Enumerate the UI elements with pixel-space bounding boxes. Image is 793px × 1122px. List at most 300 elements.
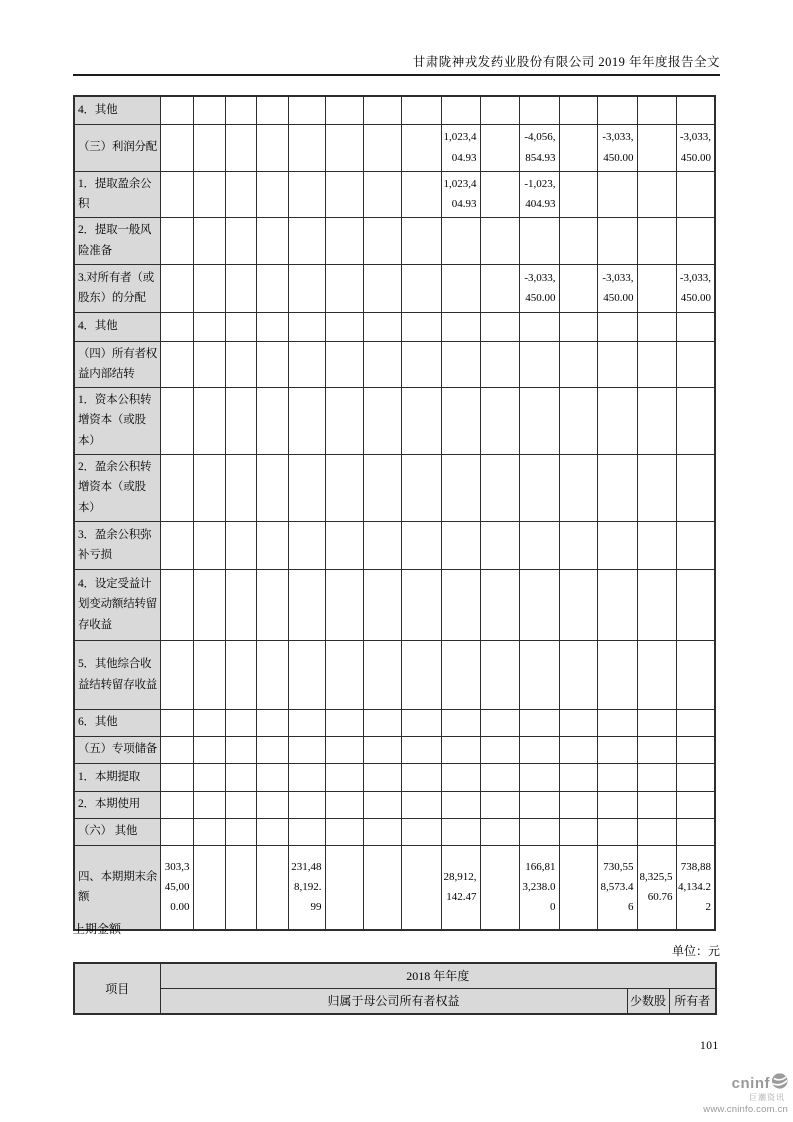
empty-cell (597, 791, 637, 818)
empty-cell (676, 454, 715, 521)
empty-cell (325, 96, 363, 124)
empty-cell (480, 791, 519, 818)
header-rule (73, 74, 720, 76)
empty-cell (193, 264, 225, 312)
empty-cell (676, 521, 715, 569)
empty-cell (193, 217, 225, 264)
empty-cell (597, 341, 637, 387)
table-row (74, 569, 715, 640)
empty-cell (637, 709, 676, 736)
empty-cell (597, 521, 637, 569)
empty-cell (480, 264, 519, 312)
empty-cell (288, 454, 325, 521)
empty-cell (363, 791, 401, 818)
empty-cell (160, 818, 193, 845)
amount-cell: -3,033,450.00 (676, 124, 715, 171)
prior-period-section-label: 上期金额 (73, 922, 122, 936)
table-row (74, 264, 715, 312)
empty-cell (325, 124, 363, 171)
empty-cell (401, 569, 441, 640)
empty-cell (160, 124, 193, 171)
empty-cell (325, 709, 363, 736)
empty-cell (559, 264, 597, 312)
empty-cell (637, 387, 676, 454)
row-label-cell: 1．本期提取 (74, 763, 160, 791)
empty-cell (559, 736, 597, 763)
empty-cell (325, 387, 363, 454)
empty-cell (519, 341, 559, 387)
row-label-cell: 6．其他 (74, 709, 160, 736)
empty-cell (519, 312, 559, 341)
empty-cell (676, 341, 715, 387)
row-label-cell: 1．资本公积转增资本（或股本） (74, 387, 160, 454)
prior-table-header-row-1 (74, 963, 716, 988)
empty-cell (441, 763, 480, 791)
table-row (74, 709, 715, 736)
empty-cell (256, 124, 288, 171)
empty-cell (225, 264, 256, 312)
empty-cell (325, 640, 363, 709)
row-label-cell: 4．其他 (74, 96, 160, 124)
table-row (74, 736, 715, 763)
cninfo-logo-brand-row (732, 1073, 788, 1093)
empty-cell (288, 521, 325, 569)
empty-cell (325, 818, 363, 845)
empty-cell (193, 763, 225, 791)
table-row (74, 521, 715, 569)
empty-cell (288, 171, 325, 217)
minority-interest-header-cell: 少数股 (627, 988, 669, 1014)
empty-cell (288, 264, 325, 312)
empty-cell (401, 264, 441, 312)
empty-cell (363, 124, 401, 171)
empty-cell (441, 521, 480, 569)
empty-cell (288, 763, 325, 791)
table-row (74, 818, 715, 845)
empty-cell (637, 569, 676, 640)
empty-cell (225, 124, 256, 171)
empty-cell (256, 264, 288, 312)
empty-cell (256, 845, 288, 930)
empty-cell (441, 818, 480, 845)
empty-cell (325, 845, 363, 930)
empty-cell (256, 312, 288, 341)
cninfo-logo-caption: 巨潮资讯 (749, 1093, 785, 1102)
empty-cell (597, 312, 637, 341)
table-row (74, 387, 715, 454)
empty-cell (480, 454, 519, 521)
empty-cell (559, 640, 597, 709)
empty-cell (441, 640, 480, 709)
empty-cell (160, 736, 193, 763)
empty-cell (401, 709, 441, 736)
empty-cell (160, 569, 193, 640)
empty-cell (519, 569, 559, 640)
empty-cell (160, 96, 193, 124)
table-row (74, 96, 715, 124)
empty-cell (193, 341, 225, 387)
empty-cell (160, 217, 193, 264)
amount-cell: -3,033,450.00 (519, 264, 559, 312)
page-header-title: 甘肃陇神戎发药业股份有限公司 2019 年年度报告全文 (412, 55, 720, 69)
empty-cell (676, 791, 715, 818)
unit-label: 单位：元 (671, 944, 720, 958)
amount-cell: 1,023,404.93 (441, 124, 480, 171)
amount-cell: -1,023,404.93 (519, 171, 559, 217)
empty-cell (225, 171, 256, 217)
row-label-cell: （六） 其他 (74, 818, 160, 845)
empty-cell (256, 569, 288, 640)
empty-cell (441, 217, 480, 264)
empty-cell (559, 791, 597, 818)
empty-cell (441, 569, 480, 640)
empty-cell (193, 640, 225, 709)
row-label-cell: 3．盈余公积弥补亏损 (74, 521, 160, 569)
empty-cell (401, 791, 441, 818)
table-row (74, 124, 715, 171)
empty-cell (325, 454, 363, 521)
amount-cell: -3,033,450.00 (597, 264, 637, 312)
empty-cell (519, 791, 559, 818)
empty-cell (637, 96, 676, 124)
empty-cell (160, 264, 193, 312)
empty-cell (193, 521, 225, 569)
empty-cell (288, 640, 325, 709)
empty-cell (256, 96, 288, 124)
empty-cell (363, 640, 401, 709)
amount-cell: -3,033,450.00 (676, 264, 715, 312)
empty-cell (637, 640, 676, 709)
table-row (74, 791, 715, 818)
table-row (74, 171, 715, 217)
empty-cell (288, 312, 325, 341)
empty-cell (363, 763, 401, 791)
table-row (74, 341, 715, 387)
empty-cell (637, 521, 676, 569)
empty-cell (480, 818, 519, 845)
empty-cell (637, 736, 676, 763)
empty-cell (193, 791, 225, 818)
cninfo-logo (702, 1073, 788, 1115)
empty-cell (225, 217, 256, 264)
cninfo-swoosh-icon (771, 1073, 788, 1093)
empty-cell (225, 521, 256, 569)
empty-cell (225, 569, 256, 640)
empty-cell (288, 387, 325, 454)
owners-equity-header-cell: 所有者 (669, 988, 716, 1014)
empty-cell (193, 845, 225, 930)
empty-cell (401, 171, 441, 217)
empty-cell (160, 763, 193, 791)
empty-cell (256, 818, 288, 845)
empty-cell (325, 341, 363, 387)
empty-cell (519, 763, 559, 791)
row-label-cell: 2．提取一般风险准备 (74, 217, 160, 264)
empty-cell (637, 264, 676, 312)
empty-cell (441, 791, 480, 818)
empty-cell (480, 709, 519, 736)
empty-cell (363, 96, 401, 124)
empty-cell (256, 217, 288, 264)
empty-cell (363, 818, 401, 845)
empty-cell (597, 736, 637, 763)
empty-cell (597, 709, 637, 736)
empty-cell (519, 521, 559, 569)
empty-cell (637, 763, 676, 791)
empty-cell (441, 96, 480, 124)
empty-cell (225, 763, 256, 791)
empty-cell (256, 521, 288, 569)
empty-cell (676, 171, 715, 217)
empty-cell (597, 454, 637, 521)
empty-cell (363, 312, 401, 341)
empty-cell (559, 341, 597, 387)
empty-cell (160, 341, 193, 387)
empty-cell (363, 341, 401, 387)
empty-cell (559, 521, 597, 569)
empty-cell (401, 845, 441, 930)
empty-cell (559, 96, 597, 124)
empty-cell (637, 818, 676, 845)
empty-cell (480, 521, 519, 569)
empty-cell (256, 341, 288, 387)
empty-cell (480, 763, 519, 791)
empty-cell (401, 818, 441, 845)
empty-cell (401, 124, 441, 171)
empty-cell (363, 171, 401, 217)
row-label-cell: 4．其他 (74, 312, 160, 341)
empty-cell (519, 96, 559, 124)
empty-cell (441, 341, 480, 387)
empty-cell (401, 217, 441, 264)
empty-cell (597, 763, 637, 791)
empty-cell (225, 312, 256, 341)
table-row (74, 640, 715, 709)
empty-cell (288, 124, 325, 171)
row-label-cell: 四、本期期末余额 (74, 845, 160, 930)
empty-cell (401, 763, 441, 791)
empty-cell (193, 454, 225, 521)
empty-cell (325, 217, 363, 264)
empty-cell (160, 791, 193, 818)
empty-cell (193, 124, 225, 171)
row-label-cell: （五）专项储备 (74, 736, 160, 763)
empty-cell (160, 454, 193, 521)
empty-cell (480, 845, 519, 930)
empty-cell (160, 171, 193, 217)
empty-cell (597, 217, 637, 264)
amount-cell: 730,558,573.46 (597, 845, 637, 930)
empty-cell (401, 312, 441, 341)
table-row (74, 845, 715, 930)
empty-cell (637, 341, 676, 387)
empty-cell (559, 763, 597, 791)
empty-cell (559, 709, 597, 736)
empty-cell (559, 124, 597, 171)
empty-cell (225, 818, 256, 845)
empty-cell (325, 521, 363, 569)
table-row (74, 217, 715, 264)
empty-cell (363, 845, 401, 930)
empty-cell (160, 709, 193, 736)
empty-cell (160, 640, 193, 709)
row-label-cell: 1．提取盈余公积 (74, 171, 160, 217)
empty-cell (256, 387, 288, 454)
empty-cell (637, 312, 676, 341)
empty-cell (225, 736, 256, 763)
empty-cell (559, 171, 597, 217)
empty-cell (441, 312, 480, 341)
empty-cell (441, 736, 480, 763)
empty-cell (519, 736, 559, 763)
empty-cell (325, 791, 363, 818)
empty-cell (676, 640, 715, 709)
empty-cell (325, 569, 363, 640)
row-label-cell: 3.对所有者（或股东）的分配 (74, 264, 160, 312)
row-label-cell: 4．设定受益计划变动额结转留存收益 (74, 569, 160, 640)
empty-cell (256, 171, 288, 217)
empty-cell (363, 709, 401, 736)
empty-cell (225, 341, 256, 387)
empty-cell (325, 312, 363, 341)
empty-cell (480, 96, 519, 124)
empty-cell (676, 818, 715, 845)
empty-cell (160, 312, 193, 341)
empty-cell (288, 569, 325, 640)
empty-cell (480, 341, 519, 387)
empty-cell (441, 264, 480, 312)
empty-cell (441, 454, 480, 521)
empty-cell (559, 845, 597, 930)
empty-cell (225, 791, 256, 818)
empty-cell (597, 640, 637, 709)
empty-cell (480, 736, 519, 763)
empty-cell (325, 171, 363, 217)
empty-cell (193, 569, 225, 640)
empty-cell (676, 736, 715, 763)
row-label-cell: （三）利润分配 (74, 124, 160, 171)
empty-cell (325, 736, 363, 763)
row-label-cell: 2．盈余公积转增资本（或股本） (74, 454, 160, 521)
empty-cell (637, 124, 676, 171)
empty-cell (401, 521, 441, 569)
empty-cell (401, 341, 441, 387)
empty-cell (288, 818, 325, 845)
amount-cell: -3,033,450.00 (597, 124, 637, 171)
table-row (74, 454, 715, 521)
empty-cell (288, 791, 325, 818)
row-label-cell: 5．其他综合收益结转留存收益 (74, 640, 160, 709)
empty-cell (401, 96, 441, 124)
row-label-cell: （四）所有者权益内部结转 (74, 341, 160, 387)
empty-cell (256, 736, 288, 763)
empty-cell (225, 709, 256, 736)
prior-period-table (73, 962, 717, 1015)
empty-cell (160, 521, 193, 569)
empty-cell (225, 96, 256, 124)
empty-cell (256, 763, 288, 791)
empty-cell (597, 96, 637, 124)
prior-table-header-row-2 (74, 988, 716, 1014)
empty-cell (559, 569, 597, 640)
empty-cell (519, 217, 559, 264)
amount-cell: 166,813,238.00 (519, 845, 559, 930)
empty-cell (225, 640, 256, 709)
empty-cell (325, 264, 363, 312)
empty-cell (480, 312, 519, 341)
table-row (74, 312, 715, 341)
empty-cell (637, 171, 676, 217)
page-number: 101 (700, 1040, 719, 1052)
empty-cell (559, 454, 597, 521)
empty-cell (597, 171, 637, 217)
empty-cell (363, 454, 401, 521)
corner-cell: 项目 (74, 963, 160, 1014)
empty-cell (288, 736, 325, 763)
empty-cell (363, 264, 401, 312)
empty-cell (225, 454, 256, 521)
empty-cell (637, 791, 676, 818)
empty-cell (559, 387, 597, 454)
empty-cell (676, 217, 715, 264)
empty-cell (363, 521, 401, 569)
amount-cell: 303,345,000.00 (160, 845, 193, 930)
empty-cell (401, 736, 441, 763)
amount-cell: 28,912,142.47 (441, 845, 480, 930)
empty-cell (401, 387, 441, 454)
amount-cell: 231,488,192.99 (288, 845, 325, 930)
empty-cell (256, 454, 288, 521)
empty-cell (193, 171, 225, 217)
empty-cell (676, 709, 715, 736)
empty-cell (480, 171, 519, 217)
empty-cell (519, 454, 559, 521)
empty-cell (480, 387, 519, 454)
empty-cell (160, 387, 193, 454)
empty-cell (225, 845, 256, 930)
empty-cell (325, 763, 363, 791)
empty-cell (363, 736, 401, 763)
parent-equity-header-cell: 归属于母公司所有者权益 (160, 988, 627, 1014)
empty-cell (597, 818, 637, 845)
empty-cell (480, 124, 519, 171)
period-header-cell: 2018 年年度 (160, 963, 716, 988)
amount-cell: 1,023,404.93 (441, 171, 480, 217)
amount-cell: 738,884,134.22 (676, 845, 715, 930)
empty-cell (480, 217, 519, 264)
amount-cell: 8,325,560.76 (637, 845, 676, 930)
table-row (74, 763, 715, 791)
empty-cell (559, 818, 597, 845)
empty-cell (256, 709, 288, 736)
empty-cell (676, 569, 715, 640)
empty-cell (676, 312, 715, 341)
empty-cell (288, 709, 325, 736)
empty-cell (480, 569, 519, 640)
empty-cell (480, 640, 519, 709)
empty-cell (363, 387, 401, 454)
empty-cell (401, 454, 441, 521)
empty-cell (441, 387, 480, 454)
cninfo-logo-url: www.cninfo.com.cn (703, 1104, 788, 1115)
empty-cell (676, 96, 715, 124)
empty-cell (441, 709, 480, 736)
empty-cell (193, 387, 225, 454)
empty-cell (288, 217, 325, 264)
empty-cell (363, 569, 401, 640)
empty-cell (256, 791, 288, 818)
empty-cell (559, 217, 597, 264)
